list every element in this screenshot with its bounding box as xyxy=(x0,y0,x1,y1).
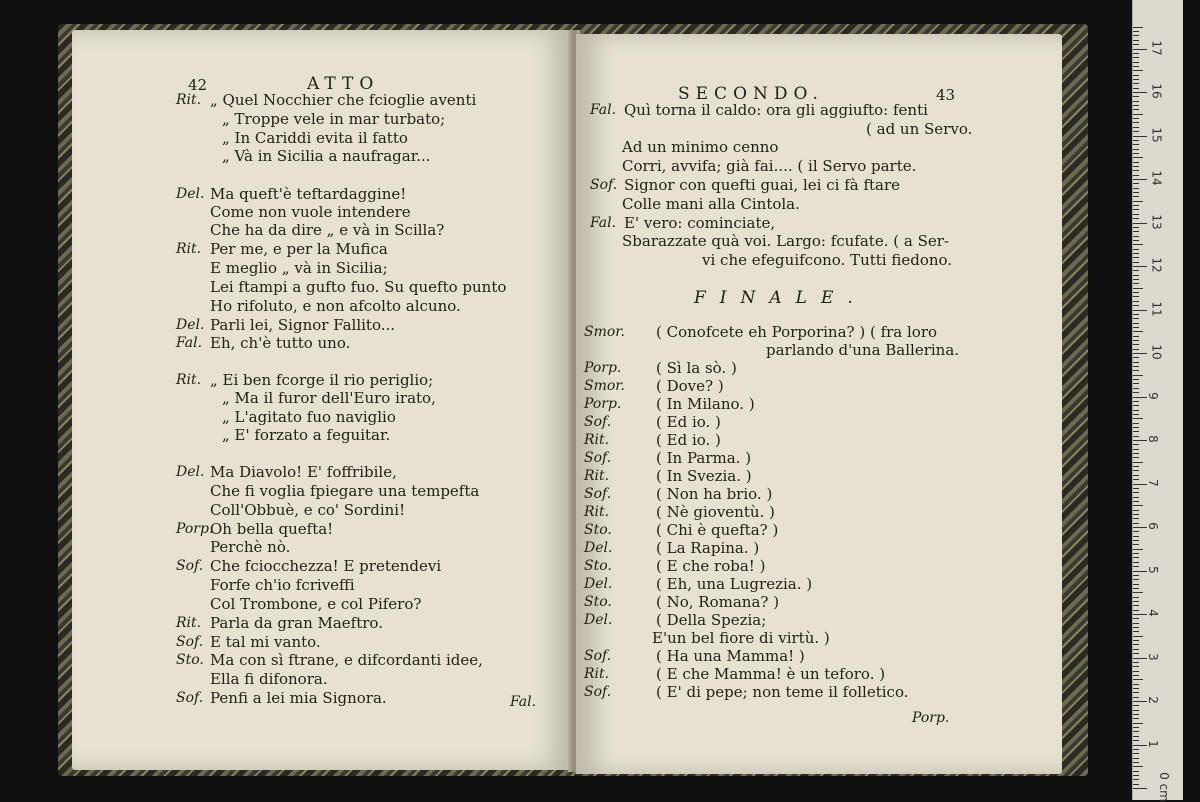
speaker-name: Sof. xyxy=(176,558,204,574)
text-line: Penfi a lei mia Signora. xyxy=(210,689,387,707)
ruler-tick xyxy=(1133,418,1143,419)
speaker-name: Sof. xyxy=(584,684,612,700)
ruler-label: 0 cm xyxy=(1156,772,1171,802)
ruler-tick xyxy=(1133,584,1139,585)
ruler-tick xyxy=(1133,218,1139,219)
speaker-name: Sof. xyxy=(176,634,204,650)
ruler-tick xyxy=(1133,753,1139,754)
ruler-tick xyxy=(1133,714,1139,715)
ruler-tick xyxy=(1133,649,1139,650)
ruler-tick xyxy=(1133,723,1143,724)
ruler-tick xyxy=(1133,549,1143,550)
text-line: Che fi voglia fpiegare una tempefta xyxy=(210,482,480,500)
ruler-tick xyxy=(1133,196,1139,197)
ruler-label: 12 xyxy=(1149,257,1164,273)
ruler-tick xyxy=(1133,731,1139,732)
ruler-tick xyxy=(1133,205,1139,206)
ruler-tick xyxy=(1133,49,1147,50)
text-line: Coll'Obbuè, e co' Sordini! xyxy=(210,501,406,519)
text-line: Ma con sì ftrane, e difcordanti idee, xyxy=(210,651,483,669)
ruler-tick xyxy=(1133,431,1139,432)
ruler-tick xyxy=(1133,336,1139,337)
ruler-tick xyxy=(1133,510,1139,511)
ruler-tick xyxy=(1133,771,1139,772)
ruler-tick xyxy=(1133,275,1139,276)
ruler-tick xyxy=(1133,53,1139,54)
ruler-tick xyxy=(1133,610,1139,611)
ruler-tick xyxy=(1133,575,1139,576)
ruler-tick xyxy=(1133,122,1139,123)
speaker-name: Sof. xyxy=(176,690,204,706)
text-line: „ Ei ben fcorge il rio periglio; xyxy=(210,371,434,389)
ruler-tick xyxy=(1133,114,1143,115)
speaker-name: Rit. xyxy=(176,92,202,108)
text-line: Parli lei, Signor Fallito... xyxy=(210,316,396,334)
measuring-ruler xyxy=(1132,0,1183,800)
speaker-name: Fal. xyxy=(590,102,617,118)
ruler-tick xyxy=(1133,305,1139,306)
ruler-tick xyxy=(1133,266,1147,267)
text-line: E tal mi vanto. xyxy=(210,633,321,651)
ruler-tick xyxy=(1133,296,1139,297)
ruler-label: 15 xyxy=(1149,126,1164,143)
ruler-tick xyxy=(1133,214,1139,215)
ruler-tick xyxy=(1133,288,1143,289)
speaker-name: Porp. xyxy=(176,521,214,537)
ruler-label: 8 xyxy=(1145,435,1160,443)
ruler-tick xyxy=(1133,427,1139,428)
ruler-tick xyxy=(1133,462,1143,463)
ruler-tick xyxy=(1133,762,1139,763)
speaker-name: Sto. xyxy=(176,652,204,668)
ruler-label: 1 xyxy=(1145,739,1160,748)
text-line: „ L'agitato fuo naviglio xyxy=(222,408,396,426)
header-right: SECONDO. xyxy=(678,84,824,104)
speaker-name: Del. xyxy=(584,540,613,556)
ruler-tick xyxy=(1133,562,1139,563)
ruler-tick xyxy=(1133,340,1139,341)
text-line: Forfe ch'io fcriveffi xyxy=(210,576,355,594)
page-number-right: 43 xyxy=(936,86,956,104)
ruler-tick xyxy=(1133,705,1139,706)
ruler-tick xyxy=(1133,566,1139,567)
text-line: Come non vuole intendere xyxy=(210,203,411,221)
text-line: Ma queft'è teftardaggine! xyxy=(210,185,407,203)
ruler-tick xyxy=(1133,540,1139,541)
ruler-tick xyxy=(1133,362,1139,363)
ruler-tick xyxy=(1133,501,1139,502)
ruler-tick xyxy=(1133,292,1139,293)
ruler-tick xyxy=(1133,470,1139,471)
ruler-tick xyxy=(1133,96,1139,97)
ruler-tick xyxy=(1133,457,1139,458)
ruler-tick xyxy=(1133,640,1139,641)
ruler-tick xyxy=(1133,40,1139,41)
speaker-name: Rit. xyxy=(584,666,610,682)
ruler-label: 4 xyxy=(1145,609,1160,617)
ruler-tick xyxy=(1133,488,1139,489)
text-line: parlando d'una Ballerina. xyxy=(766,341,960,359)
ruler-tick xyxy=(1133,536,1139,537)
ruler-label: 9 xyxy=(1145,391,1160,400)
speaker-name: Sto. xyxy=(584,594,612,610)
ruler-tick xyxy=(1133,531,1139,532)
ruler-tick xyxy=(1133,127,1139,128)
text-line: ( E che Mamma! è un teforo. ) xyxy=(656,665,886,683)
text-line: Per me, e per la Mufica xyxy=(210,240,388,258)
ruler-tick xyxy=(1133,518,1139,519)
ruler-tick xyxy=(1133,544,1139,545)
ruler-label: 5 xyxy=(1145,565,1160,574)
ruler-tick xyxy=(1133,327,1139,328)
text-line: ( E' di pepe; non teme il folletico. xyxy=(656,683,909,701)
ruler-label: 10 xyxy=(1149,344,1164,360)
speaker-name: Porp. xyxy=(584,396,622,412)
text-line: ( Della Spezia; xyxy=(656,611,767,629)
speaker-name: Fal. xyxy=(590,215,617,231)
ruler-tick xyxy=(1133,618,1139,619)
ruler-tick xyxy=(1133,623,1139,624)
ruler-tick xyxy=(1133,627,1139,628)
text-line: ( E che roba! ) xyxy=(656,557,766,575)
ruler-tick xyxy=(1133,253,1139,254)
text-line: Oh bella quefta! xyxy=(210,520,334,538)
ruler-tick xyxy=(1133,692,1139,693)
ruler-tick xyxy=(1133,162,1139,163)
speaker-name: Smor. xyxy=(584,378,625,394)
ruler-tick xyxy=(1133,588,1139,589)
text-line: vi che efeguifcono. Tutti fiedono. xyxy=(702,251,953,269)
text-line: ( In Parma. ) xyxy=(656,449,752,467)
text-line: Quì torna il caldo: ora gli aggiufto: fenti xyxy=(624,101,928,119)
text-line: Ad un minimo cenno xyxy=(622,138,779,156)
speaker-name: Rit. xyxy=(176,372,202,388)
speaker-name: Del. xyxy=(176,464,205,480)
text-line: Signor con quefti guai, lei ci fà ftare xyxy=(624,176,901,194)
text-line: Eh, ch'è tutto uno. xyxy=(210,334,351,352)
text-line: ( Sì la sò. ) xyxy=(656,359,737,377)
ruler-tick xyxy=(1133,679,1143,680)
ruler-tick xyxy=(1133,231,1139,232)
speaker-name: Rit. xyxy=(176,241,202,257)
ruler-tick xyxy=(1133,249,1139,250)
text-line: Che fciocchezza! E pretendevi xyxy=(210,557,442,575)
text-line: ( ad un Servo. xyxy=(866,120,973,138)
text-line: Corri, avvifa; già fai.... ( il Servo parte. xyxy=(622,157,917,175)
ruler-tick xyxy=(1133,727,1139,728)
speaker-name: Sof. xyxy=(584,450,612,466)
ruler-label: 3 xyxy=(1145,652,1160,661)
ruler-tick xyxy=(1133,497,1139,498)
ruler-tick xyxy=(1133,775,1139,776)
text-line: Perchè nò. xyxy=(210,538,291,556)
text-line: ( Nè gioventù. ) xyxy=(656,503,775,521)
ruler-tick xyxy=(1133,788,1147,789)
ruler-tick xyxy=(1133,475,1139,476)
ruler-tick xyxy=(1133,758,1139,759)
ruler-tick xyxy=(1133,553,1139,554)
ruler-tick xyxy=(1133,270,1139,271)
ruler-tick xyxy=(1133,79,1139,80)
text-line: „ Và in Sicilia a naufragar... xyxy=(222,147,431,165)
ruler-tick xyxy=(1133,388,1139,389)
ruler-tick xyxy=(1133,149,1139,150)
ruler-tick xyxy=(1133,697,1139,698)
text-line: Col Trombone, e col Pifero? xyxy=(210,595,422,613)
ruler-tick xyxy=(1133,666,1139,667)
text-line: „ Ma il furor dell'Euro irato, xyxy=(222,389,436,407)
text-line: E'un bel fiore di virtù. ) xyxy=(652,629,830,647)
ruler-tick xyxy=(1133,279,1139,280)
text-line: „ Troppe vele in mar turbato; xyxy=(222,110,446,128)
text-line: Colle mani alla Cintola. xyxy=(622,195,800,213)
ruler-tick xyxy=(1133,414,1139,415)
ruler-tick xyxy=(1133,136,1147,137)
ruler-tick xyxy=(1133,244,1143,245)
ruler-tick xyxy=(1133,262,1139,263)
text-line: Parla da gran Maeftro. xyxy=(210,614,383,632)
ruler-tick xyxy=(1133,101,1139,102)
ruler-tick xyxy=(1133,688,1139,689)
ruler-tick xyxy=(1133,449,1139,450)
ruler-tick xyxy=(1133,736,1139,737)
ruler-tick xyxy=(1133,109,1139,110)
ruler-tick xyxy=(1133,175,1139,176)
speaker-name: Porp. xyxy=(584,360,622,376)
ruler-tick xyxy=(1133,479,1139,480)
right-page xyxy=(576,34,1062,774)
speaker-name: Rit. xyxy=(584,504,610,520)
left-page xyxy=(72,30,572,770)
ruler-label: 16 xyxy=(1149,83,1164,99)
speaker-name: Del. xyxy=(584,612,613,628)
text-line: Ho rifoluto, e non afcolto alcuno. xyxy=(210,297,461,315)
ruler-tick xyxy=(1133,370,1139,371)
text-line: Ma Diavolo! E' foffribile, xyxy=(210,463,397,481)
text-line: ( In Svezia. ) xyxy=(656,467,752,485)
ruler-tick xyxy=(1133,170,1139,171)
ruler-tick xyxy=(1133,83,1139,84)
text-line: E meglio „ và in Sicilia; xyxy=(210,259,388,277)
text-line: Sbarazzate quà voi. Largo: fcufate. ( a Ser- xyxy=(622,232,949,250)
ruler-tick xyxy=(1133,27,1143,28)
text-line: ( In Milano. ) xyxy=(656,395,755,413)
ruler-tick xyxy=(1133,62,1139,63)
ruler-tick xyxy=(1133,557,1139,558)
ruler-tick xyxy=(1133,201,1143,202)
text-line: ( Non ha brio. ) xyxy=(656,485,773,503)
ruler-tick xyxy=(1133,35,1139,36)
ruler-tick xyxy=(1133,592,1143,593)
ruler-tick xyxy=(1133,405,1139,406)
ruler-tick xyxy=(1133,179,1147,180)
ruler-tick xyxy=(1133,710,1139,711)
speaker-name: Rit. xyxy=(584,468,610,484)
ruler-tick xyxy=(1133,75,1139,76)
ruler-tick xyxy=(1133,749,1139,750)
ruler-tick xyxy=(1133,192,1139,193)
page-number-left: 42 xyxy=(188,76,208,94)
ruler-tick xyxy=(1133,662,1139,663)
speaker-name: Fal. xyxy=(176,335,203,351)
ruler-tick xyxy=(1133,223,1147,224)
ruler-label: 11 xyxy=(1149,300,1164,317)
text-line: ( Dove? ) xyxy=(656,377,724,395)
text-line: ( Chi è quefta? ) xyxy=(656,521,779,539)
ruler-tick xyxy=(1133,684,1139,685)
ruler-tick xyxy=(1133,209,1139,210)
ruler-tick xyxy=(1133,349,1139,350)
text-line: E' vero: cominciate, xyxy=(624,214,776,232)
text-line: Che ha da dire „ e và in Scilla? xyxy=(210,221,445,239)
ruler-tick xyxy=(1133,383,1139,384)
ruler-tick xyxy=(1133,597,1139,598)
ruler-tick xyxy=(1133,766,1143,767)
ruler-tick xyxy=(1133,505,1143,506)
ruler-tick xyxy=(1133,131,1139,132)
ruler-tick xyxy=(1133,444,1139,445)
speaker-name: Sto. xyxy=(584,558,612,574)
ruler-tick xyxy=(1133,523,1139,524)
ruler-tick xyxy=(1133,605,1139,606)
ruler-tick xyxy=(1133,636,1143,637)
ruler-tick xyxy=(1133,257,1139,258)
ruler-tick xyxy=(1133,401,1139,402)
ruler-tick xyxy=(1133,31,1139,32)
ruler-tick xyxy=(1133,514,1139,515)
text-line: ( No, Romana? ) xyxy=(656,593,780,611)
catchword-left: Fal. xyxy=(510,694,537,710)
speaker-name: Del. xyxy=(176,186,205,202)
ruler-tick xyxy=(1133,144,1139,145)
ruler-tick xyxy=(1133,70,1143,71)
ruler-tick xyxy=(1133,779,1139,780)
speaker-name: Rit. xyxy=(584,432,610,448)
ruler-tick xyxy=(1133,166,1139,167)
ruler-tick xyxy=(1133,283,1139,284)
ruler-label: 17 xyxy=(1149,39,1164,56)
ruler-tick xyxy=(1133,331,1143,332)
ruler-tick xyxy=(1133,410,1139,411)
text-line: Ella fi difonora. xyxy=(210,670,328,688)
ruler-tick xyxy=(1133,453,1139,454)
speaker-name: Del. xyxy=(584,576,613,592)
ruler-tick xyxy=(1133,310,1147,311)
ruler-tick xyxy=(1133,323,1139,324)
ruler-tick xyxy=(1133,314,1139,315)
ruler-tick xyxy=(1133,353,1147,354)
ruler-tick xyxy=(1133,240,1139,241)
text-line: ( Ed io. ) xyxy=(656,431,721,449)
ruler-tick xyxy=(1133,140,1139,141)
ruler-tick xyxy=(1133,318,1139,319)
speaker-name: Del. xyxy=(176,317,205,333)
ruler-tick xyxy=(1133,105,1139,106)
ruler-label: 7 xyxy=(1145,478,1160,487)
ruler-label: 14 xyxy=(1149,170,1164,186)
ruler-label: 2 xyxy=(1145,696,1160,704)
speaker-name: Sof. xyxy=(590,177,618,193)
ruler-tick xyxy=(1133,653,1139,654)
text-line: ( La Rapina. ) xyxy=(656,539,760,557)
ruler-tick xyxy=(1133,718,1139,719)
catchword-right: Porp. xyxy=(912,710,950,726)
ruler-tick xyxy=(1133,227,1139,228)
ruler-tick xyxy=(1133,236,1139,237)
text-line: „ In Cariddi evita il fatto xyxy=(222,129,408,147)
ruler-tick xyxy=(1133,492,1139,493)
ruler-tick xyxy=(1133,466,1139,467)
ruler-tick xyxy=(1133,183,1139,184)
ruler-tick xyxy=(1133,88,1139,89)
ruler-tick xyxy=(1133,357,1139,358)
text-line: „ E' forzato a feguitar. xyxy=(222,426,391,444)
ruler-tick xyxy=(1133,436,1139,437)
ruler-tick xyxy=(1133,740,1139,741)
speaker-name: Smor. xyxy=(584,324,625,340)
ruler-tick xyxy=(1133,57,1139,58)
speaker-name: Sof. xyxy=(584,486,612,502)
ruler-tick xyxy=(1133,188,1139,189)
speaker-name: Sof. xyxy=(584,414,612,430)
text-line: ( Ed io. ) xyxy=(656,413,721,431)
ruler-tick xyxy=(1133,675,1139,676)
ruler-tick xyxy=(1133,66,1139,67)
ruler-tick xyxy=(1133,784,1139,785)
text-line: „ Quel Nocchier che fcioglie aventi xyxy=(210,91,477,109)
ruler-tick xyxy=(1133,601,1139,602)
text-line: ( Ha una Mamma! ) xyxy=(656,647,805,665)
ruler-tick xyxy=(1133,92,1147,93)
ruler-label: 13 xyxy=(1149,213,1164,230)
ruler-tick xyxy=(1133,153,1139,154)
speaker-name: Sto. xyxy=(584,522,612,538)
ruler-tick xyxy=(1133,44,1139,45)
ruler-tick xyxy=(1133,301,1139,302)
ruler-tick xyxy=(1133,379,1139,380)
ruler-tick xyxy=(1133,157,1143,158)
header-left: ATTO xyxy=(307,74,380,94)
speaker-name: Rit. xyxy=(176,615,202,631)
ruler-tick xyxy=(1133,118,1139,119)
ruler-tick xyxy=(1133,644,1139,645)
ruler-tick xyxy=(1133,375,1143,376)
ruler-tick xyxy=(1133,423,1139,424)
ruler-tick xyxy=(1133,344,1139,345)
text-line: Lei ftampi a gufto fuo. Su quefto punto xyxy=(210,278,507,296)
speaker-name: Sof. xyxy=(584,648,612,664)
ruler-tick xyxy=(1133,366,1139,367)
ruler-label: 6 xyxy=(1145,522,1160,530)
section-title: FINALE. xyxy=(694,288,867,308)
text-line: ( Conofcete eh Porporina? ) ( fra loro xyxy=(656,323,938,341)
ruler-tick xyxy=(1133,579,1139,580)
ruler-tick xyxy=(1133,671,1139,672)
text-line: ( Eh, una Lugrezia. ) xyxy=(656,575,813,593)
ruler-tick xyxy=(1133,392,1139,393)
ruler-tick xyxy=(1133,631,1139,632)
